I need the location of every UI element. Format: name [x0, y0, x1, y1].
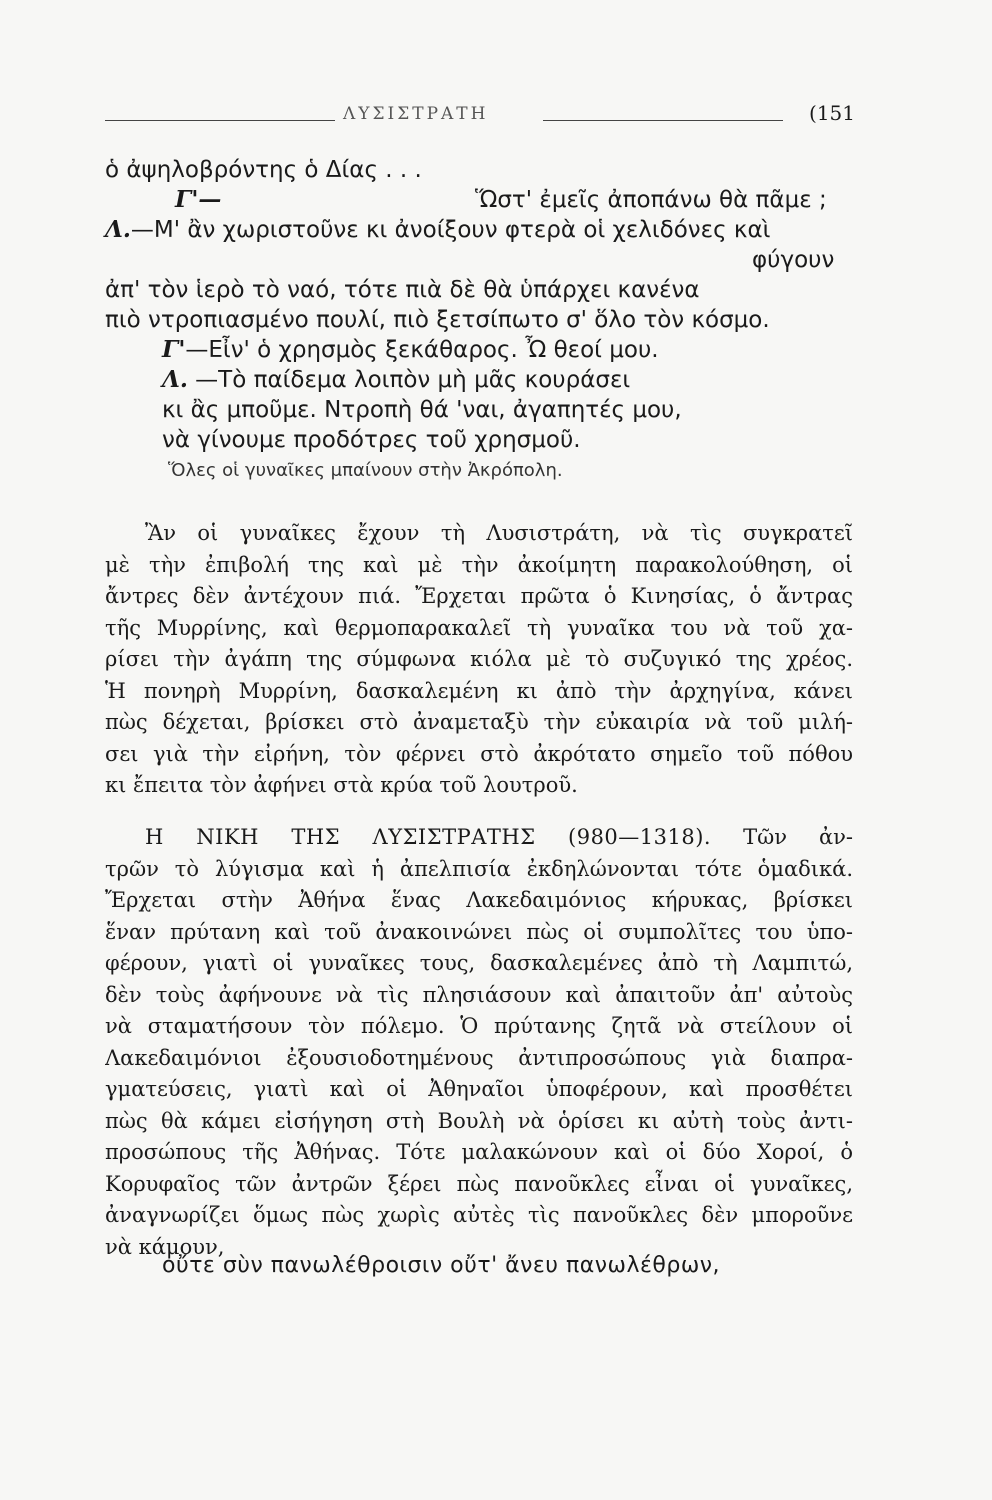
paragraph-line: κι ἔπειτα τὸν ἀφήνει στὰ κρύα τοῦ λουτροῦ. — [105, 773, 578, 797]
paragraph-line: Ἂν οἱ γυναῖκες ἔχουν τὴ Λυσιστράτη, νὰ τὶς συγκρατεῖ — [145, 521, 853, 545]
paragraph-first-line: Η ΝΙΚΗ ΤΗΣ ΛΥΣΙΣΤΡΑΤΗΣ (980—1318). Τῶν ἀν- — [145, 825, 853, 849]
dialogue-line: πιὸ ντροπιασμένο πουλί, πιὸ ξετσίπωτο σ' ὅλο τὸν κόσμο. — [105, 307, 770, 333]
page-number: (151 — [809, 101, 855, 125]
paragraph-line: ἄντρες δὲν ἀντέχουν πιά. Ἔρχεται πρῶτα ὁ Κινησίας, ὁ ἄντρας — [105, 584, 853, 608]
paragraph-line: νὰ κάμουν, — [105, 1234, 225, 1259]
paragraph-line: νὰ σταματήσουν τὸν πόλεμο. Ὁ πρύτανης ζητᾶ νὰ στείλουν οἱ — [105, 1014, 853, 1038]
header-rule-right — [543, 120, 783, 121]
speaker-label: Γ'— — [175, 186, 222, 213]
dialogue-line: Ὥστ' ἐμεῖς ἀποπάνω θὰ πᾶμε ; — [475, 187, 827, 213]
speaker-label: Λ. — [105, 216, 131, 243]
dialogue-line — [175, 185, 221, 215]
stage-direction: Ὅλες οἱ γυναῖκες μπαίνουν στὴν Ἀκρόπολη. — [168, 460, 563, 481]
paragraph-line: ρίσει τὴν ἀγάπη της σύμφωνα κιόλα μὲ τὸ συζυγικό της χρέος. — [105, 647, 853, 671]
paragraph-line: ἕναν πρύτανη καὶ τοῦ ἀνακοινώνει πὼς οἱ συμπολῖτες του ὑπο- — [105, 919, 853, 944]
paragraph-line: πὼς θὰ κάμει εἰσήγηση στὴ Βουλὴ νὰ ὁρίσει κι αὐτὴ τοὺς ἀντι- — [105, 1108, 853, 1133]
paragraph-line: Ἔρχεται στὴν Ἀθήνα ἕνας Λακεδαιμόνιος κήρυκας, βρίσκει — [105, 888, 853, 912]
speaker-label: Γ' — [162, 336, 186, 363]
paragraph-line: ἀναγνωρίζει ὅμως πὼς χωρὶς αὐτὲς τὶς πανοῦκλες δὲν μποροῦνε — [105, 1203, 853, 1227]
section-heading: Η ΝΙΚΗ ΤΗΣ ΛΥΣΙΣΤΡΑΤΗΣ (980—1318). — [145, 825, 712, 849]
paragraph-line: τρῶν τὸ λύγισμα καὶ ἡ ἀπελπισία ἐκδηλώνονται τότε ὁμαδικά. — [105, 856, 853, 881]
paragraph-line: Ἡ πονηρὴ Μυρρίνη, δασκαλεμένη κι ἀπὸ τὴν ἀρχηγίνα, κάνει — [105, 678, 853, 703]
paragraph-line: σει γιὰ τὴν εἰρήνη, τὸν φέρνει στὸ ἀκρότατο σημεῖο τοῦ πόθου — [105, 741, 853, 766]
header-rule-left — [105, 120, 335, 121]
dialogue-line: Λ. —Τὸ παίδεμα λοιπὸν μὴ μᾶς κουράσει — [162, 366, 631, 393]
paragraph-line: Κορυφαῖος τῶν ἀντρῶν ξέρει πὼς πανοῦκλες εἶναι οἱ γυναῖκες, — [105, 1171, 853, 1196]
paragraph-line: τῆς Μυρρίνης, καὶ θερμοπαρακαλεῖ τὴ γυναῖκα του νὰ τοῦ χα- — [105, 615, 853, 640]
paragraph-line: προσώπους τῆς Ἀθήνας. Τότε μαλακώνουν καὶ οἱ δύο Χοροί, ὁ — [105, 1140, 853, 1164]
dialogue-line: Γ'—Εἶν' ὁ χρησμὸς ξεκάθαρος. Ὦ θεοί μου. — [162, 336, 659, 363]
summary-paragraph — [105, 518, 853, 802]
paragraph-line: γματεύσεις, γιατὶ καὶ οἱ Ἀθηναῖοι ὑποφέρουν, καὶ προσθέτει — [105, 1077, 853, 1101]
paragraph-line: πὼς δέχεται, βρίσκει στὸ ἀναμεταξὺ τὴν εὐκαιρία νὰ τοῦ μιλή- — [105, 710, 853, 734]
running-title: ΛΥΣΙΣΤΡΑΤΗ — [343, 104, 489, 124]
section-paragraph — [105, 822, 853, 1263]
paragraph-line: δὲν τοὺς ἀφήνουνε νὰ τὶς πλησιάσουν καὶ ἀπαιτοῦν ἀπ' αὐτοὺς — [105, 982, 853, 1007]
speaker-label: Λ. — [162, 366, 188, 393]
dialogue-line: ὁ ἀψηλοβρόντης ὁ Δίας . . . — [105, 157, 422, 183]
dialogue-line: νὰ γίνουμε προδότρες τοῦ χρησμοῦ. — [162, 427, 581, 453]
paragraph-line: φέρουν, γιατὶ οἱ γυναῖκες τους, δασκαλεμένες ἀπὸ τὴ Λαμπιτώ, — [105, 951, 853, 975]
dialogue-line: Λ.—Μ' ἂν χωριστοῦνε κι ἀνοίξουν φτερὰ οἱ χελιδόνες καὶ — [105, 216, 771, 243]
paragraph-line: Λακεδαιμόνιοι ἐξουσιοδοτημένους ἀντιπροσώπους γιὰ διαπρα- — [105, 1045, 853, 1070]
dialogue-line: φύγουν — [752, 247, 835, 273]
verse-quote: οὔτε σὺν πανωλέθροισιν οὔτ' ἄνευ πανωλέθρων, — [162, 1253, 721, 1278]
running-header — [105, 98, 855, 128]
dialogue-line: κι ἂς μποῦμε. Ντροπὴ θά 'ναι, ἀγαπητές μου, — [162, 397, 682, 423]
dialogue-line: ἀπ' τὸν ἱερὸ τὸ ναό, τότε πιὰ δὲ θὰ ὑπάρχει κανένα — [105, 277, 700, 303]
paragraph-line: μὲ τὴν ἐπιβολή της καὶ μὲ τὴν ἀκοίμητη παρακολούθηση, οἱ — [105, 552, 853, 577]
